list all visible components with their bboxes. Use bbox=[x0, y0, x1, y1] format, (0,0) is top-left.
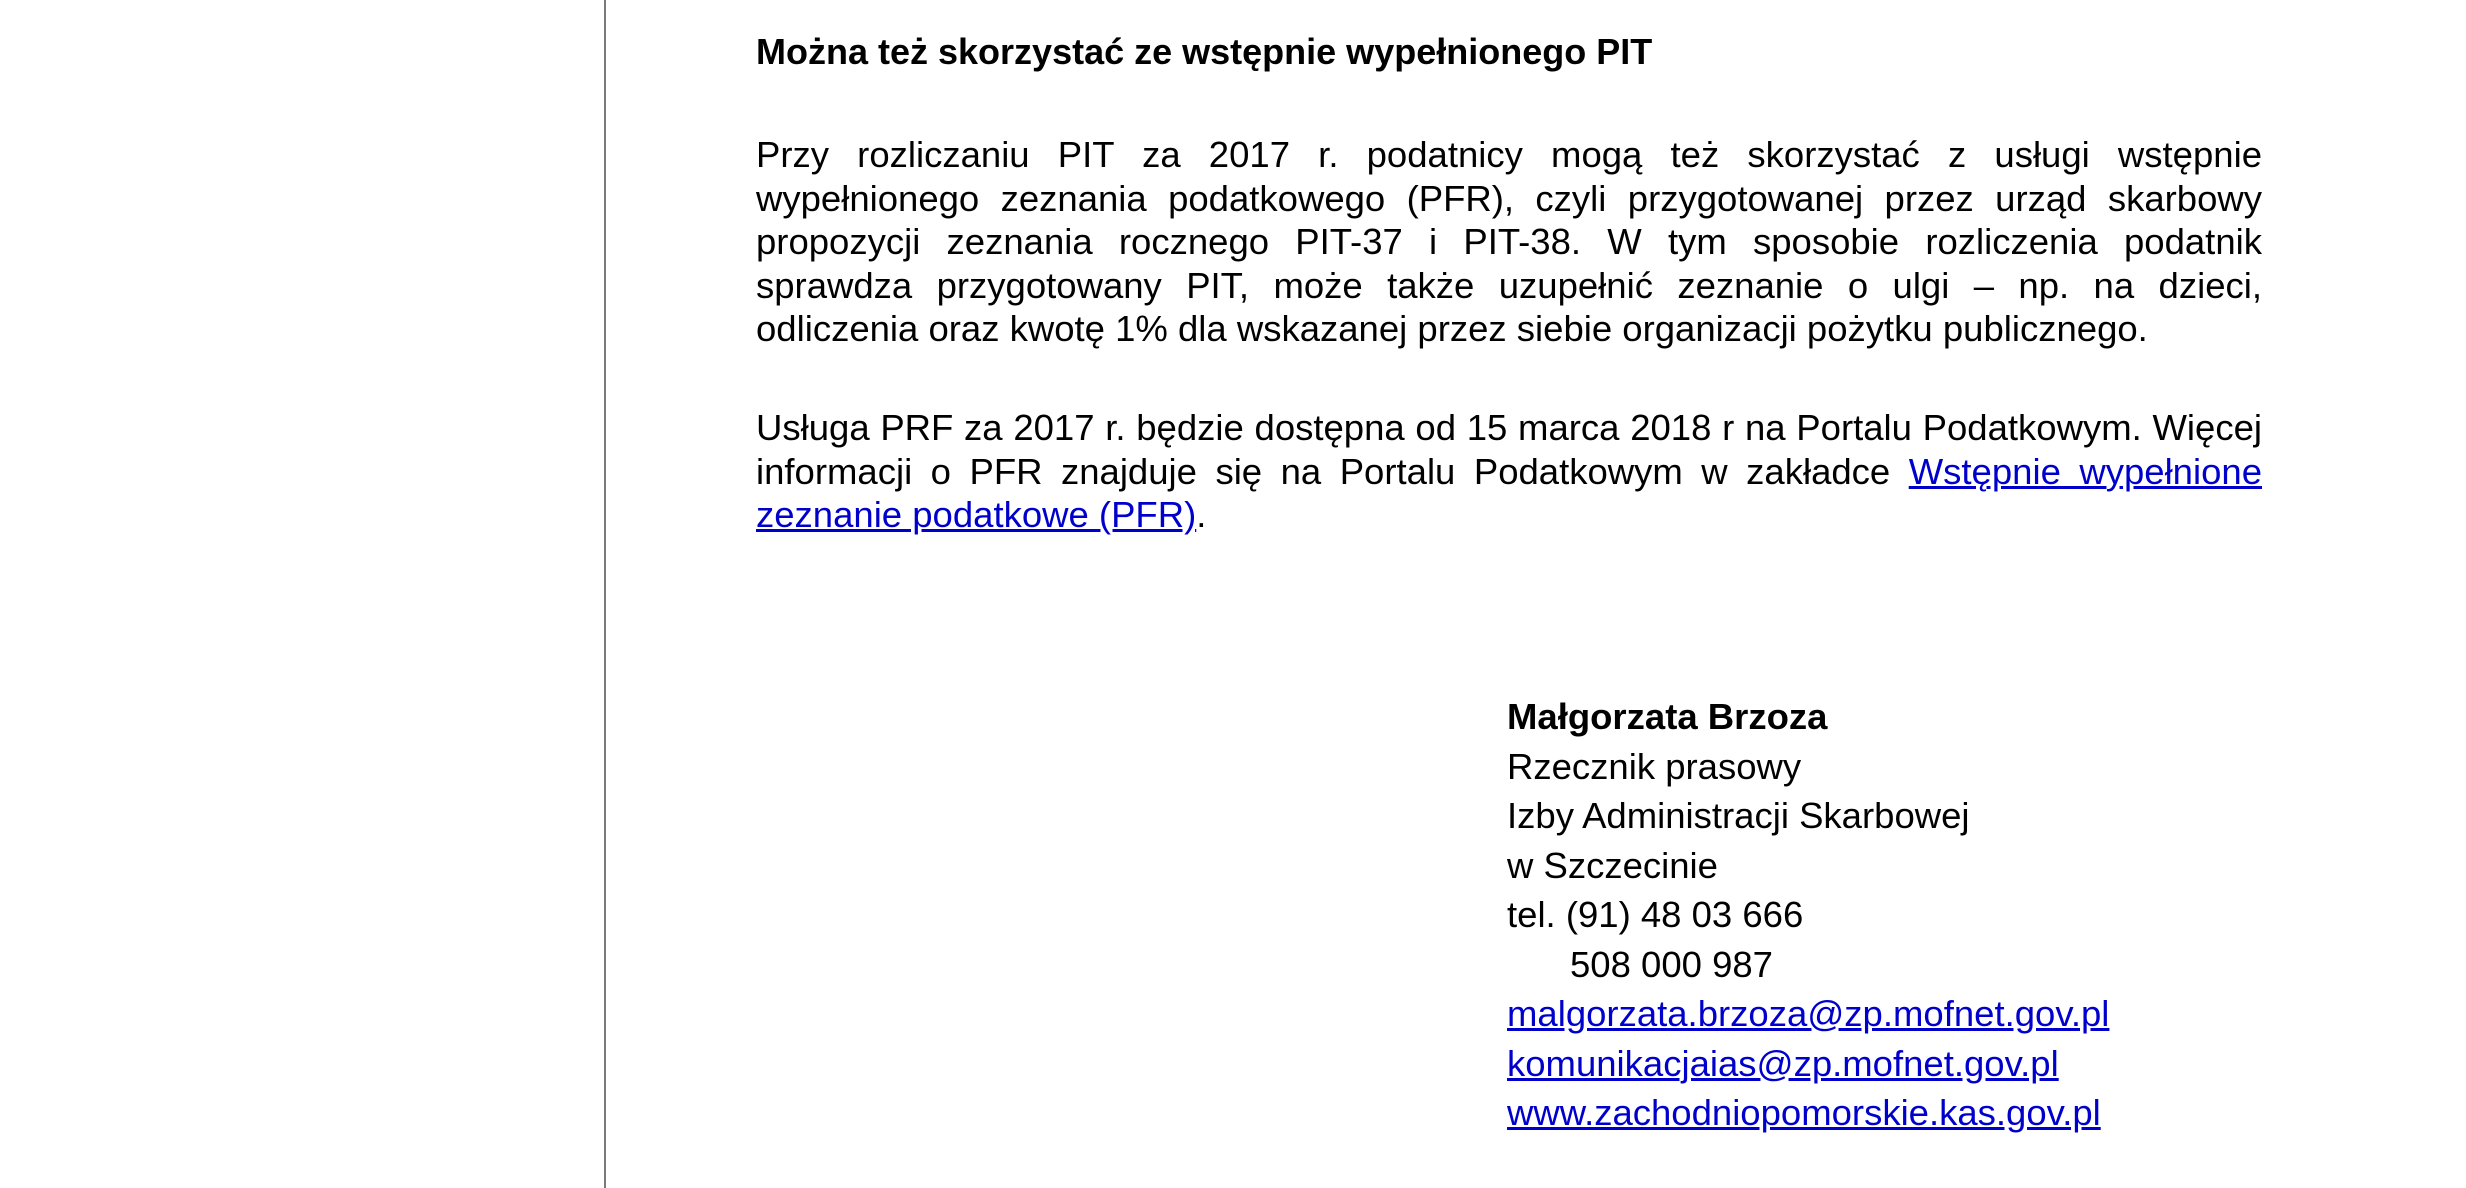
signature-role: Rzecznik prasowy bbox=[1507, 745, 1802, 787]
website-link[interactable]: www.zachodniopomorskie.kas.gov.pl bbox=[1507, 1092, 2101, 1133]
signature-name: Małgorzata Brzoza bbox=[1507, 696, 1828, 737]
paragraph-end-punctuation: . bbox=[1196, 494, 1207, 535]
signature-mobile: 508 000 987 bbox=[1570, 943, 1773, 985]
section-heading: Można też skorzystać ze wstępnie wypełnionego PIT bbox=[756, 31, 1653, 72]
paragraph-pfr-availability bbox=[756, 406, 2262, 537]
email-link-personal[interactable]: malgorzata.brzoza@zp.mofnet.gov.pl bbox=[1507, 993, 2110, 1034]
paragraph-pfr-availability-text: Usługa PRF za 2017 r. będzie dostępna od 15 marca 2018 r na Portalu Podatkowym. Więcej informacji o PFR znajduje się na Portalu Podatkowym w zakładce bbox=[756, 407, 2262, 492]
signature-city: w Szczecinie bbox=[1507, 844, 1718, 886]
signature-block bbox=[1507, 692, 2109, 1138]
signature-organization: Izby Administracji Skarbowej bbox=[1507, 795, 1970, 836]
signature-phone: tel. (91) 48 03 666 bbox=[1507, 894, 1804, 935]
pfr-info-link[interactable]: Wstępnie wypełnione zeznanie podatkowe (PFR) bbox=[756, 450, 2262, 535]
paragraph-pfr-intro: Przy rozliczaniu PIT za 2017 r. podatnicy mogą też skorzystać z usługi wstępnie wypełnionego zeznania podatkowego (PFR), czyli przygotowanej przez urząd skarbowy propozycji zeznania rocznego PIT-37 i PIT-38. W tym sposobie rozliczenia podatnik sprawdza przygotowany PIT, może także uzupełnić zeznanie o ulgi – np. na dzieci, odliczenia oraz kwotę 1% dla wskazanej przez siebie organizacji pożytku publicznego. bbox=[756, 134, 2262, 349]
email-link-communication[interactable]: komunikacjaias@zp.mofnet.gov.pl bbox=[1507, 1042, 2059, 1084]
left-margin-line bbox=[604, 0, 606, 1188]
